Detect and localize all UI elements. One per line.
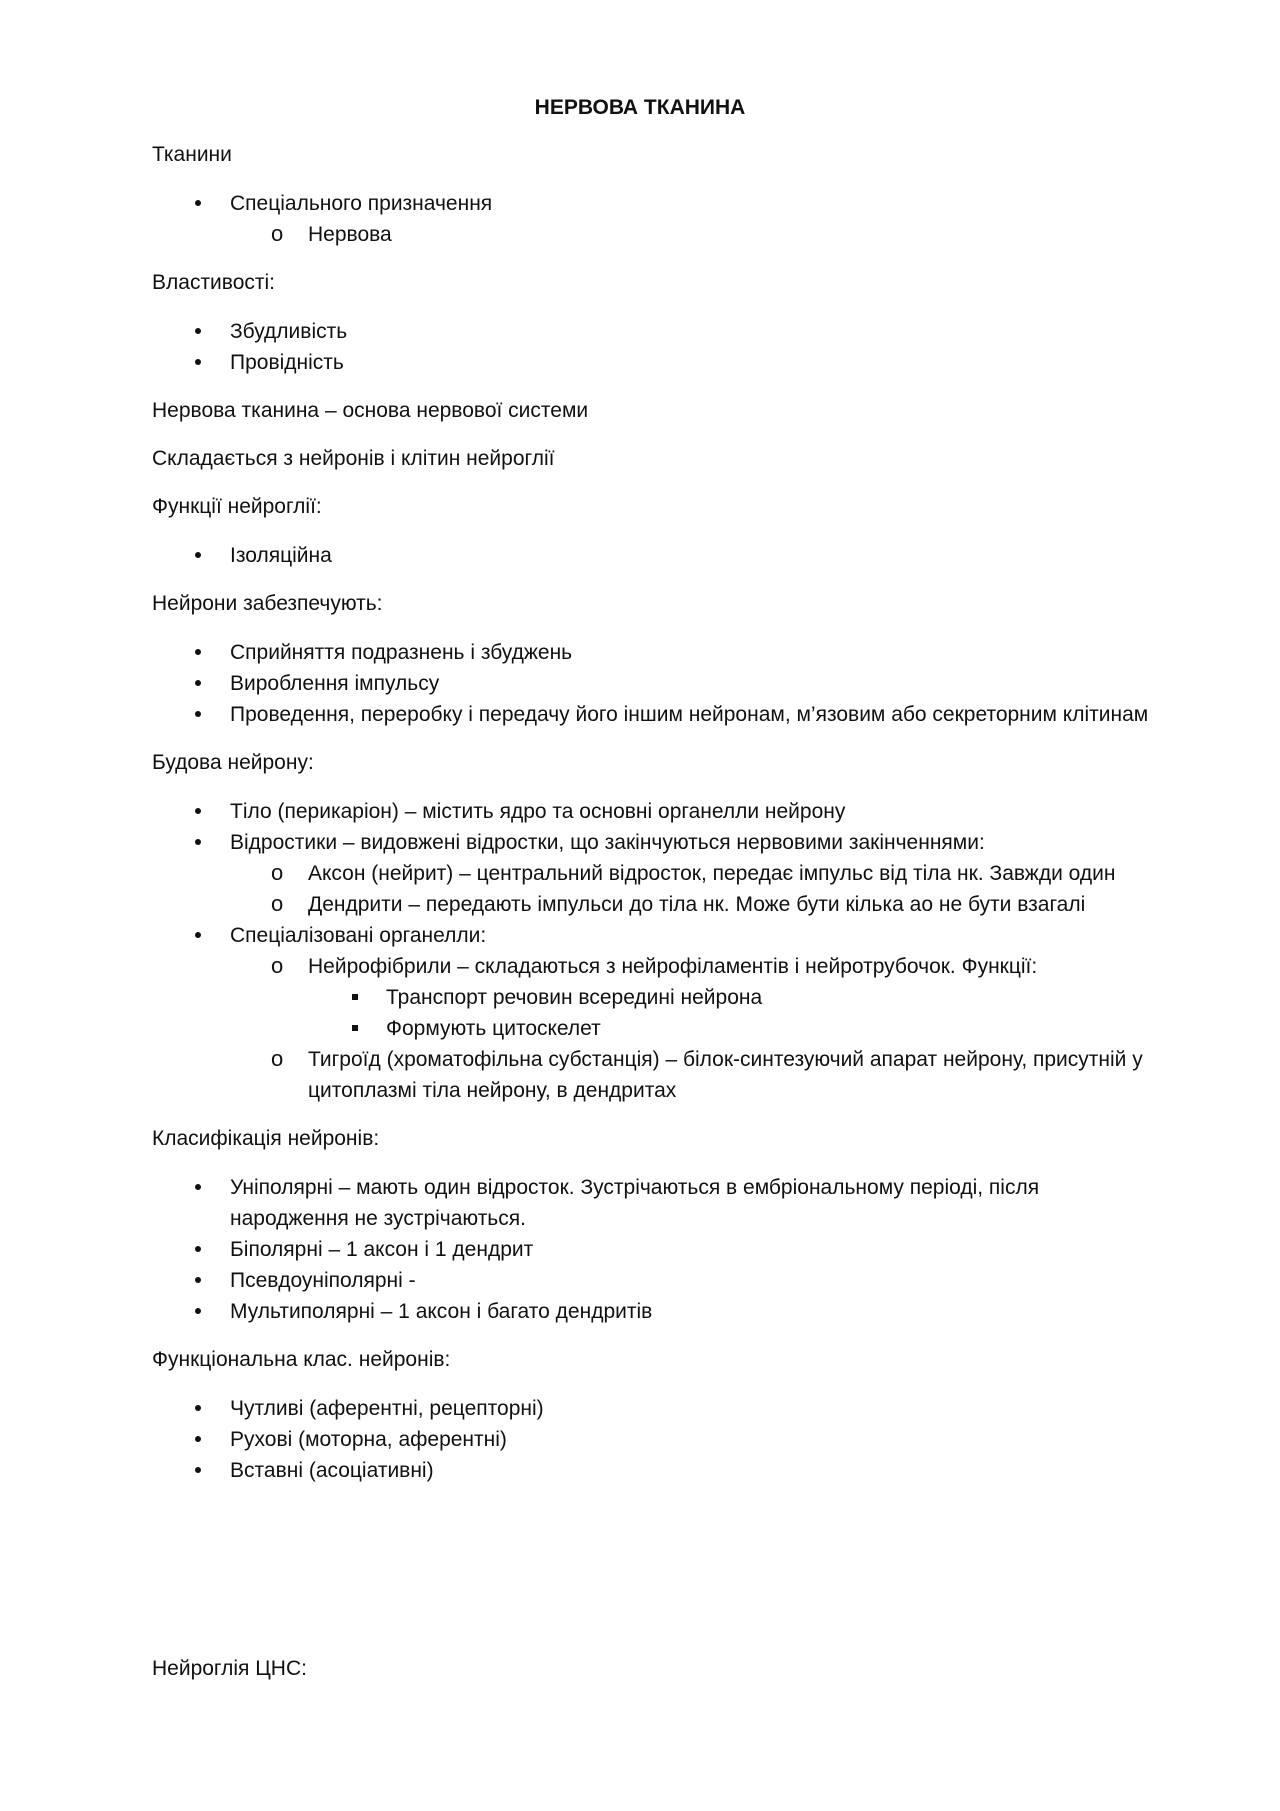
- list-item: Проведення, переробку і передачу його іншим нейронам, м’язовим або секреторним клітинам: [152, 699, 1162, 730]
- properties-heading: Властивості:: [152, 271, 276, 294]
- list-item: Вироблення імпульсу: [152, 668, 1162, 699]
- statement-nervous-tissue: Нервова тканина – основа нервової системи: [152, 399, 589, 422]
- list-item: o Дендрити – передають імпульси до тіла нк. Може бути кілька ао не бути взагалі: [230, 889, 1162, 920]
- list-item: Транспорт речовин всередині нейрона: [308, 982, 1162, 1013]
- neuron-provide-list: [152, 637, 1162, 730]
- list-item-text: Нейрофібрили – складаються з нейрофіламентів і нейротрубочок. Функції:: [308, 955, 1038, 978]
- functional-list: [152, 1393, 1162, 1486]
- neuron-provide-heading: Нейрони забезпечують:: [152, 592, 383, 615]
- list-item: [152, 188, 1162, 250]
- processes-sublist: [152, 858, 1162, 920]
- list-item: Псевдоуніполярні -: [152, 1265, 1162, 1296]
- structure-heading: Будова нейрону:: [152, 751, 314, 774]
- list-item: [230, 951, 1162, 1044]
- tissues-sublist: [152, 219, 1162, 250]
- spacer: [152, 1504, 1162, 1654]
- properties-list: [152, 316, 1162, 378]
- functional-heading: Функціональна клас. нейронів:: [152, 1348, 451, 1371]
- list-item: Вставні (асоціативні): [152, 1455, 1162, 1486]
- structure-list: [152, 796, 1162, 1106]
- document-body: [152, 140, 1162, 1702]
- cns-glia-heading: Нейроглія ЦНС:: [152, 1657, 307, 1680]
- list-item: Тіло (перикаріон) – містить ядро та основні органелли нейрону: [152, 796, 1162, 827]
- list-item: Чутливі (аферентні, рецепторні): [152, 1393, 1162, 1424]
- neurofibril-functions-list: [308, 982, 1162, 1044]
- list-item: Формують цитоскелет: [308, 1013, 1162, 1044]
- list-item-text: Відростики – видовжені відростки, що закінчуються нервовими закінченнями:: [230, 831, 985, 854]
- list-item: Біполярні – 1 аксон і 1 дендрит: [152, 1234, 1162, 1265]
- document-title: НЕРВОВА ТКАНИНА: [534, 96, 746, 119]
- classification-heading: Класифікація нейронів:: [152, 1127, 380, 1150]
- list-item-text: Спеціального призначення: [230, 192, 493, 215]
- list-item: o Тигроїд (хроматофільна субстанція) – білок-синтезуючий апарат нейрону, присутній у цитоплазмі тіла нейрону, в дендритах: [230, 1044, 1162, 1106]
- statement-composition: Складається з нейронів і клітин нейроглії: [152, 447, 555, 470]
- glia-functions-list: [152, 540, 1162, 571]
- tissues-list: [152, 188, 1162, 250]
- list-item-text: Нервова: [308, 223, 392, 246]
- list-item: Збудливість: [152, 316, 1162, 347]
- list-item: Рухові (моторна, аферентні): [152, 1424, 1162, 1455]
- tissues-heading: Тканини: [152, 143, 232, 166]
- list-item: [152, 920, 1162, 1106]
- list-item: Уніполярні – мають один відросток. Зустрічаються в ембріональному періоді, після народження не зустрічаються.: [152, 1172, 1162, 1234]
- glia-functions-heading: Функції нейроглії:: [152, 495, 322, 518]
- list-item: Ізоляційна: [152, 540, 1162, 571]
- list-item-text: Спеціалізовані органелли:: [230, 924, 487, 947]
- classification-list: [152, 1172, 1162, 1327]
- organelles-sublist: [152, 951, 1162, 1106]
- list-item: Провідність: [152, 347, 1162, 378]
- list-item: Мультиполярні – 1 аксон і багато дендритів: [152, 1296, 1162, 1327]
- list-item: [230, 219, 1162, 250]
- list-item: o Аксон (нейрит) – центральний відросток, передає імпульс від тіла нк. Завжди один: [230, 858, 1162, 889]
- list-item: [152, 827, 1162, 920]
- list-item: Сприйняття подразнень і збуджень: [152, 637, 1162, 668]
